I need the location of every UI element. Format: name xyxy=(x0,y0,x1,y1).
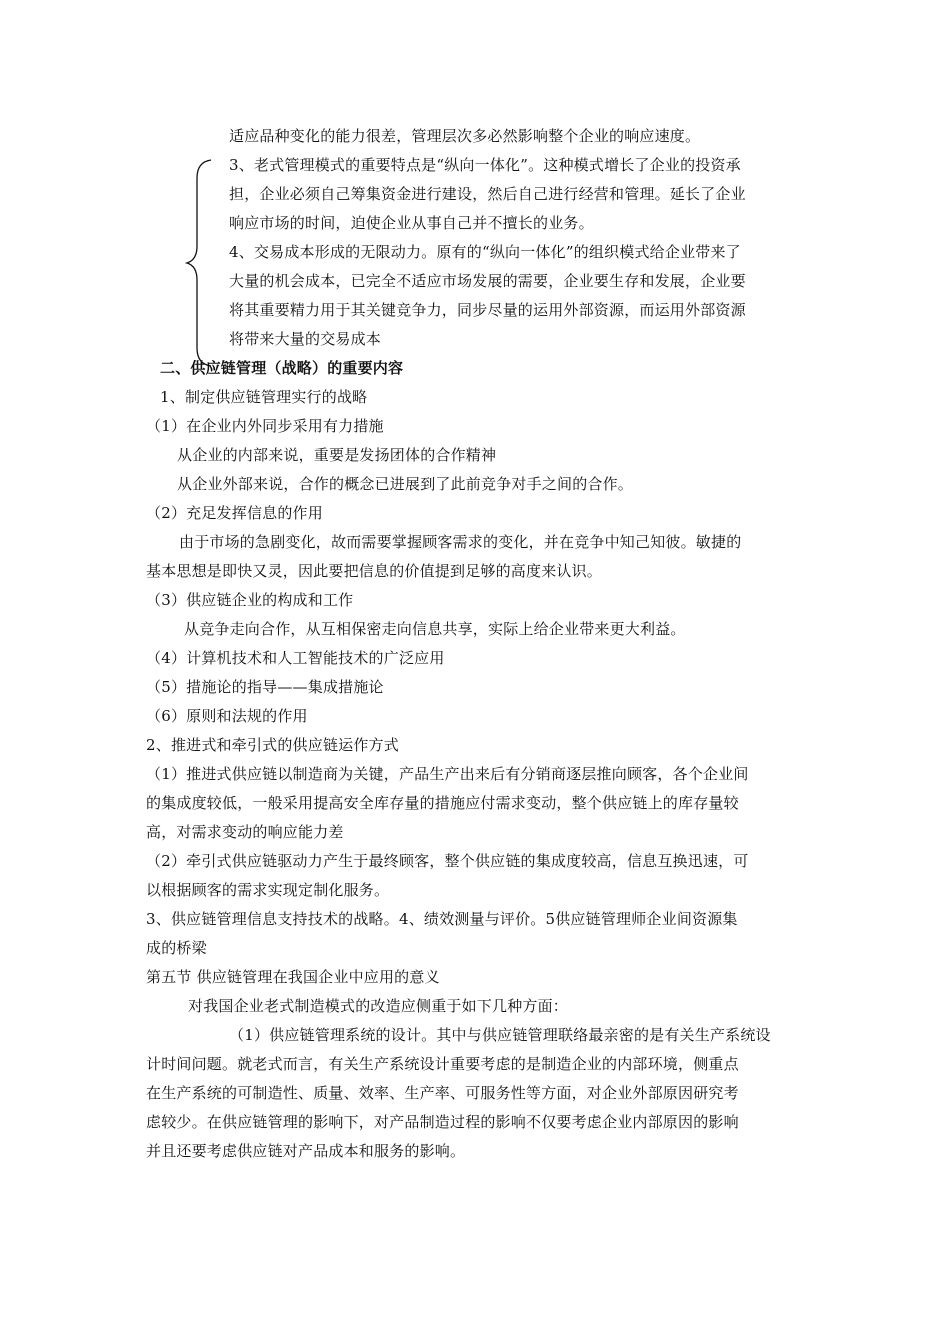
text-line: 响应市场的时间，迫使企业从事自己并不擅长的业务。 xyxy=(229,214,594,232)
text-line: 高，对需求变动的响应能力差 xyxy=(146,823,344,841)
text-line: 大量的机会成本，已完全不适应市场发展的需要，企业要生存和发展，企业要 xyxy=(229,272,746,290)
text-line: 以根据顾客的需求实现定制化服务。 xyxy=(146,881,390,899)
section-heading: 二、供应链管理（战略）的重要内容 xyxy=(160,359,404,377)
text-line: 计时间问题。就老式而言，有关生产系统设计重要考虑的是制造企业的内部环境，侧重点 xyxy=(146,1055,739,1073)
curly-brace-icon xyxy=(185,158,215,368)
text-line: 虑较少。在供应链管理的影响下，对产品制造过程的影响不仅要考虑企业内部原因的影响 xyxy=(146,1113,739,1131)
text-line: 3、供应链管理信息支持技术的战略。4、绩效测量与评价。5供应链管理师企业间资源集 xyxy=(146,910,738,928)
section-heading: 第五节 供应链管理在我国企业中应用的意义 xyxy=(146,968,440,986)
text-line: 的集成度较低，一般采用提高安全库存量的措施应付需求变动，整个供应链上的库存量较 xyxy=(146,794,739,812)
text-line: 由于市场的急剧变化，故而需要掌握顾客需求的变化，并在竞争中知己知彼。敏捷的 xyxy=(179,533,742,551)
text-line: 将带来大量的交易成本 xyxy=(229,330,382,348)
text-line: （4）计算机技术和人工智能技术的广泛应用 xyxy=(146,649,445,667)
text-line: 在生产系统的可制造性、质量、效率、生产率、可服务性等方面，对企业外部原因研究考 xyxy=(146,1084,739,1102)
text-line: 对我国企业老式制造模式的改造应侧重于如下几种方面： xyxy=(188,997,569,1015)
text-line: 2、推进式和牵引式的供应链运作方式 xyxy=(146,736,399,754)
text-line: 从竞争走向合作，从互相保密走向信息共享，实际上给企业带来更大利益。 xyxy=(184,620,686,638)
text-line: 从企业外部来说，合作的概念已进展到了此前竞争对手之间的合作。 xyxy=(177,475,634,493)
text-line: 1、制定供应链管理实行的战略 xyxy=(160,388,368,406)
text-line: （1）供应链管理系统的设计。其中与供应链管理联络最亲密的是有关生产系统设 xyxy=(229,1026,771,1044)
text-line: （3）供应链企业的构成和工作 xyxy=(146,591,354,609)
text-line: （2）充足发挥信息的作用 xyxy=(146,504,323,522)
text-line: 成的桥梁 xyxy=(146,939,207,957)
text-line: （6）原则和法规的作用 xyxy=(146,707,308,725)
text-line: 担，企业必须自己筹集资金进行建设，然后自己进行经营和管理。延长了企业 xyxy=(229,185,746,203)
text-line: （1）在企业内外同步采用有力措施 xyxy=(146,417,384,435)
text-line: 并且还要考虑供应链对产品成本和服务的影响。 xyxy=(146,1142,466,1160)
text-line: 适应品种变化的能力很差，管理层次多必然影响整个企业的响应速度。 xyxy=(229,127,701,145)
text-line: 将其重要精力用于其关键竞争力，同步尽量的运用外部资源，而运用外部资源 xyxy=(229,301,746,319)
text-line: 从企业的内部来说，重要是发扬团体的合作精神 xyxy=(177,446,497,464)
text-line: （1）推进式供应链以制造商为关键，产品生产出来后有分销商逐层推向顾客，各个企业间 xyxy=(146,765,749,783)
text-line: 4、交易成本形成的无限动力。原有的“纵向一体化”的组织模式给企业带来了 xyxy=(229,243,741,261)
text-line: 基本思想是即快又灵，因此要把信息的价值提到足够的高度来认识。 xyxy=(146,562,603,580)
text-line: （2）牵引式供应链驱动力产生于最终顾客，整个供应链的集成度较高，信息互换迅速，可 xyxy=(146,852,749,870)
text-line: 3、老式管理模式的重要特点是“纵向一体化”。这种模式增长了企业的投资承 xyxy=(229,156,741,174)
text-line: （5）措施论的指导——集成措施论 xyxy=(146,678,384,696)
